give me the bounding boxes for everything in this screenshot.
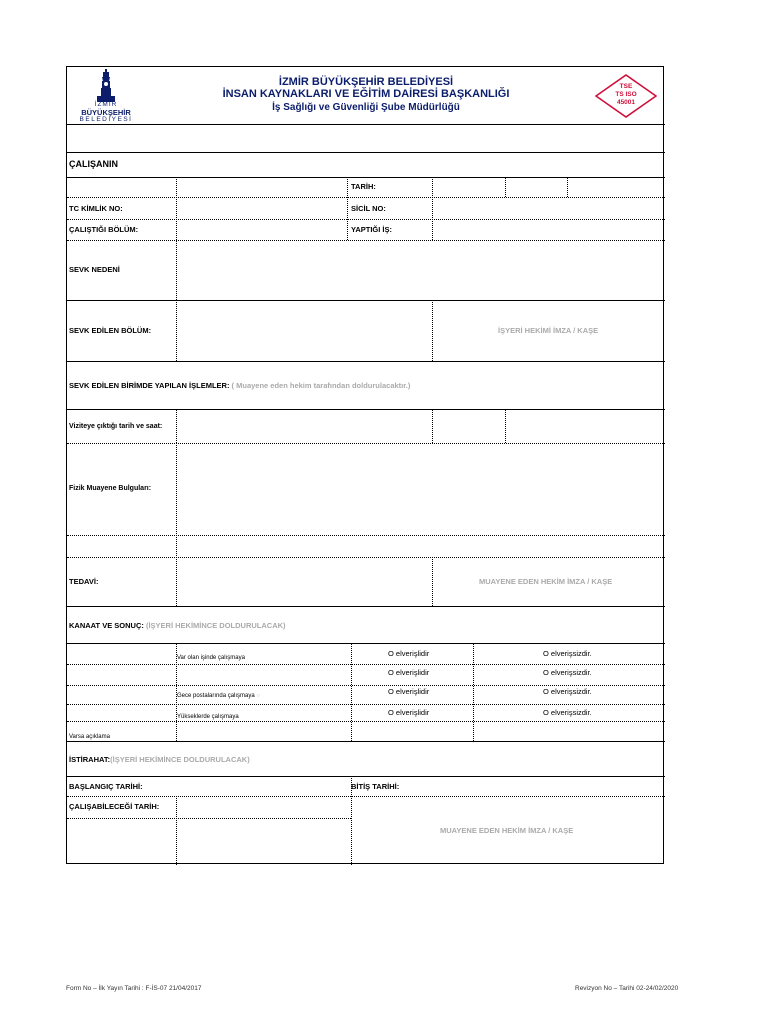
tse-text-2: TS ISO bbox=[615, 91, 637, 98]
divider bbox=[473, 643, 474, 741]
option-unsuitable-3[interactable]: O elverişsizdir. bbox=[543, 687, 592, 696]
label-treatment: TEDAVİ: bbox=[69, 577, 99, 586]
divider bbox=[176, 177, 177, 240]
divider bbox=[176, 300, 177, 361]
logo-text-1: İZMİR bbox=[94, 101, 118, 108]
divider bbox=[67, 664, 665, 665]
examining-doctor-signature-label: MUAYENE EDEN HEKİM İMZA / KAŞE bbox=[479, 577, 613, 586]
divider bbox=[67, 685, 665, 686]
label-date: TARİH: bbox=[351, 182, 376, 191]
logo-text-3: BELEDİYESİ bbox=[79, 116, 133, 123]
divider bbox=[176, 796, 177, 865]
divider bbox=[67, 219, 665, 220]
row-night-shift-label: Gece postalarında çalışmaya bbox=[177, 693, 255, 699]
label-department: ÇALIŞTIĞI BÖLÜM: bbox=[69, 225, 139, 234]
divider bbox=[67, 409, 665, 410]
divider bbox=[67, 300, 665, 301]
referral-form bbox=[66, 66, 664, 864]
label-job: YAPTIĞI İŞ: bbox=[351, 225, 392, 234]
divider bbox=[67, 124, 665, 125]
divider bbox=[432, 409, 433, 443]
section-title-employee: ÇALIŞANIN bbox=[69, 159, 118, 169]
divider bbox=[67, 818, 351, 819]
row-night-shift bbox=[177, 693, 260, 699]
divider bbox=[432, 300, 433, 361]
title-municipality: İZMİR BÜYÜKŞEHİR BELEDİYESİ bbox=[278, 76, 454, 88]
label-explanation: Varsa açıklama bbox=[69, 734, 110, 740]
divider bbox=[505, 409, 506, 443]
divider bbox=[176, 409, 177, 443]
title-department: İNSAN KAYNAKLARI VE EĞİTİM DAİRESİ BAŞKANLIĞI bbox=[222, 88, 510, 100]
divider bbox=[432, 177, 433, 240]
divider bbox=[176, 443, 177, 606]
examining-doctor-signature-label-2: MUAYENE EDEN HEKİM İMZA / KAŞE bbox=[440, 826, 574, 835]
option-unsuitable-2[interactable]: O elverişsizdir. bbox=[543, 668, 592, 677]
divider bbox=[67, 535, 665, 536]
divider bbox=[351, 643, 352, 741]
sick-leave-title: İSTİRAHAT: bbox=[69, 755, 111, 764]
divider bbox=[67, 361, 665, 362]
label-opinion bbox=[69, 621, 286, 630]
label-tc-id: TC KİMLİK NO: bbox=[69, 204, 123, 213]
option-unsuitable-1[interactable]: O elverişsizdir. bbox=[543, 649, 592, 658]
tse-text-1: TSE bbox=[619, 83, 633, 90]
label-procedures bbox=[69, 381, 410, 390]
option-suitable-2[interactable]: O elverişlidir bbox=[388, 668, 430, 677]
label-return-date: ÇALIŞABİLECEĞİ TARİH: bbox=[69, 802, 160, 811]
footer-form-number: Form No – İlk Yayın Tarihi : F-İS-07 21/04/2017 bbox=[66, 985, 202, 992]
divider bbox=[505, 177, 506, 197]
divider bbox=[67, 704, 665, 705]
row-current-job: Var olan işinde çalışmaya bbox=[177, 655, 245, 661]
logo-text-2: BÜYÜKŞEHİR bbox=[81, 108, 131, 117]
opinion-title: KANAAT VE SONUÇ: bbox=[69, 621, 144, 630]
divider bbox=[67, 240, 665, 241]
divider bbox=[67, 177, 665, 178]
option-suitable-3[interactable]: O elverişlidir bbox=[388, 687, 430, 696]
label-end-date: BİTİŞ TARİHİ: bbox=[351, 782, 400, 791]
night-shift-mark: ○ bbox=[256, 693, 261, 699]
divider bbox=[67, 606, 665, 607]
divider bbox=[176, 240, 177, 300]
footer-revision: Revizyon No – Tarihi 02-24/02/2020 bbox=[575, 985, 679, 992]
label-visit-datetime: Viziteye çıktığı tarih ve saat: bbox=[69, 423, 163, 430]
divider bbox=[67, 796, 665, 797]
row-heights: Yükseklerde çalışmaya bbox=[177, 714, 239, 720]
tse-certification-badge bbox=[595, 74, 657, 118]
option-unsuitable-4[interactable]: O elverişsizdir. bbox=[543, 708, 592, 717]
divider bbox=[67, 721, 665, 722]
label-start-date: BAŞLANGIÇ TARİHİ: bbox=[69, 782, 143, 791]
divider bbox=[67, 741, 665, 742]
divider bbox=[67, 443, 665, 444]
procedures-title: SEVK EDİLEN BİRİMDE YAPILAN İŞLEMLER: bbox=[69, 381, 230, 390]
label-referral-reason: SEVK NEDENİ bbox=[69, 265, 120, 274]
divider bbox=[67, 557, 665, 558]
option-suitable-4[interactable]: O elverişlidir bbox=[388, 708, 430, 717]
divider bbox=[567, 177, 568, 197]
divider bbox=[347, 177, 348, 240]
procedures-note: ( Muayene eden hekim tarafından doldurulacaktır.) bbox=[231, 381, 411, 390]
opinion-note: (İŞYERİ HEKİMİNCE DOLDURULACAK) bbox=[145, 621, 286, 630]
workplace-doctor-signature-label: İŞYERİ HEKİMİ İMZA / KAŞE bbox=[498, 326, 599, 335]
label-registry-no: SİCİL NO: bbox=[351, 204, 386, 213]
label-sick-leave bbox=[69, 755, 250, 764]
title-branch: İş Sağlığı ve Güvenliği Şube Müdürlüğü bbox=[272, 102, 460, 113]
divider bbox=[432, 557, 433, 606]
label-physical-exam: Fizik Muayene Bulguları: bbox=[69, 485, 152, 492]
tse-text-3: 45001 bbox=[616, 99, 636, 106]
option-suitable-1[interactable]: O elverişlidir bbox=[388, 649, 430, 658]
divider bbox=[67, 197, 665, 198]
label-referred-department: SEVK EDİLEN BÖLÜM: bbox=[69, 326, 152, 335]
divider bbox=[67, 643, 665, 644]
divider bbox=[67, 776, 665, 777]
sick-leave-note: (İŞYERİ HEKİMİNCE DOLDURULACAK) bbox=[110, 755, 250, 764]
divider bbox=[67, 152, 665, 153]
